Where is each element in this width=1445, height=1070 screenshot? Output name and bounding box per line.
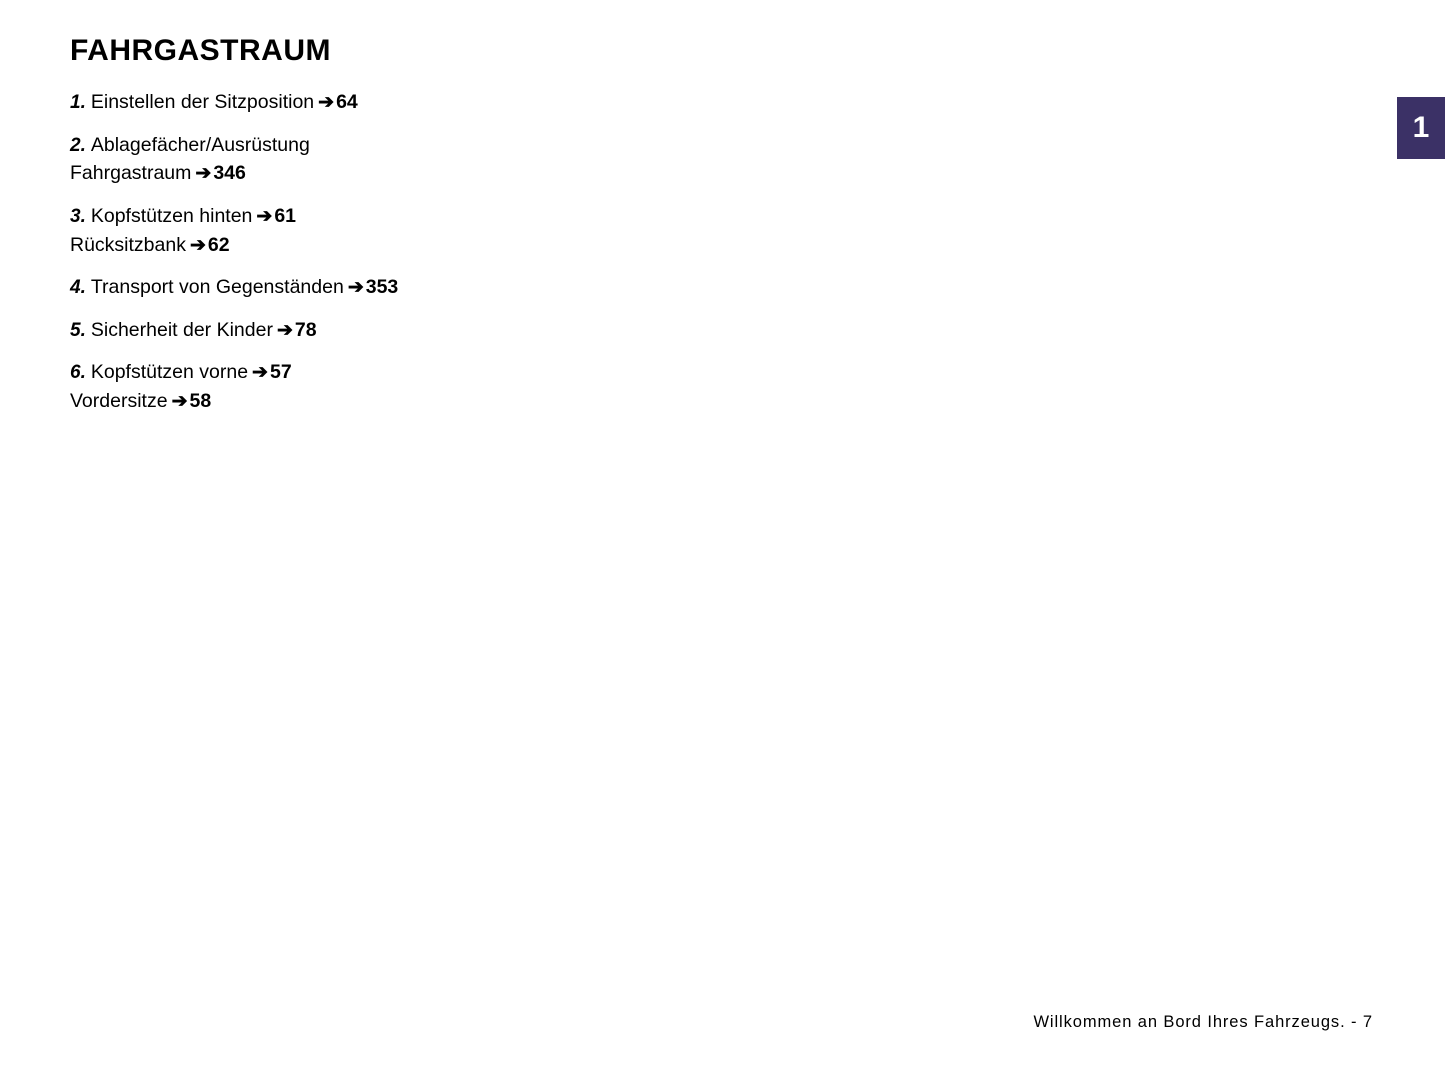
- page-content: [70, 34, 1250, 431]
- page-title: FAHRGASTRAUM: [70, 34, 331, 67]
- arrow-right-icon: ➔: [171, 391, 188, 413]
- chapter-tab: 1: [1397, 97, 1445, 159]
- list-item-label: Kopfstützen hinten: [90, 204, 253, 227]
- list-item-sub-label: Fahrgastraum: [70, 162, 192, 185]
- list-item-main-line: [70, 132, 1250, 159]
- list-item-sub-line: [70, 160, 1250, 187]
- list-item-label: Ablagefächer/Ausrüstung: [90, 133, 310, 156]
- list-item-number: 2.: [70, 134, 86, 156]
- page-footer: Willkommen an Bord Ihres Fahrzeugs. - 7: [1033, 1013, 1373, 1031]
- arrow-right-icon: ➔: [318, 92, 335, 113]
- list-item-number: 3.: [70, 205, 86, 227]
- list-item-number: 1.: [70, 92, 86, 113]
- list-item-sub-page: 62: [207, 233, 230, 256]
- list-item-sub-page: 58: [189, 390, 212, 413]
- list-item-page: 353: [365, 276, 399, 299]
- list-item-label: Kopfstützen vorne: [90, 361, 249, 384]
- arrow-right-icon: ➔: [195, 163, 212, 185]
- list-item-number: 5.: [70, 319, 86, 341]
- list-item-page: 61: [274, 204, 297, 227]
- list-item-page: 78: [294, 318, 317, 341]
- list-item-sub-line: [70, 232, 1250, 259]
- list-item-label: Transport von Gegenständen: [90, 276, 344, 299]
- list-item-main-line: [70, 203, 1250, 230]
- list-item-sub-line: [70, 388, 1250, 415]
- list-item-label: Einstellen der Sitzposition: [90, 91, 315, 113]
- list-item-page: 64: [336, 91, 358, 113]
- list-item: [70, 132, 1250, 187]
- list-item-main-line: [70, 89, 1250, 116]
- list-item: [70, 317, 1250, 344]
- list-item-number: 4.: [70, 277, 86, 299]
- list-item-main-line: [70, 317, 1250, 344]
- list-item-sub-page: 346: [213, 162, 246, 185]
- list-item-label: Sicherheit der Kinder: [90, 318, 273, 341]
- list-item-main-line: [70, 274, 1250, 301]
- list-item-sub-label: Rücksitzbank: [70, 233, 186, 256]
- list-item-page: 57: [269, 361, 292, 384]
- index-list: [70, 89, 1250, 415]
- list-item-number: 6.: [70, 362, 86, 384]
- arrow-right-icon: ➔: [256, 205, 273, 227]
- list-item-sub-label: Vordersitze: [70, 390, 168, 413]
- arrow-right-icon: ➔: [276, 319, 293, 341]
- list-item: [70, 89, 1250, 116]
- arrow-right-icon: ➔: [189, 234, 206, 256]
- arrow-right-icon: ➔: [252, 362, 268, 384]
- list-item: [70, 274, 1250, 301]
- list-item: [70, 203, 1250, 258]
- list-item: [70, 359, 1250, 414]
- arrow-right-icon: ➔: [347, 277, 364, 299]
- list-item-main-line: [70, 359, 1250, 386]
